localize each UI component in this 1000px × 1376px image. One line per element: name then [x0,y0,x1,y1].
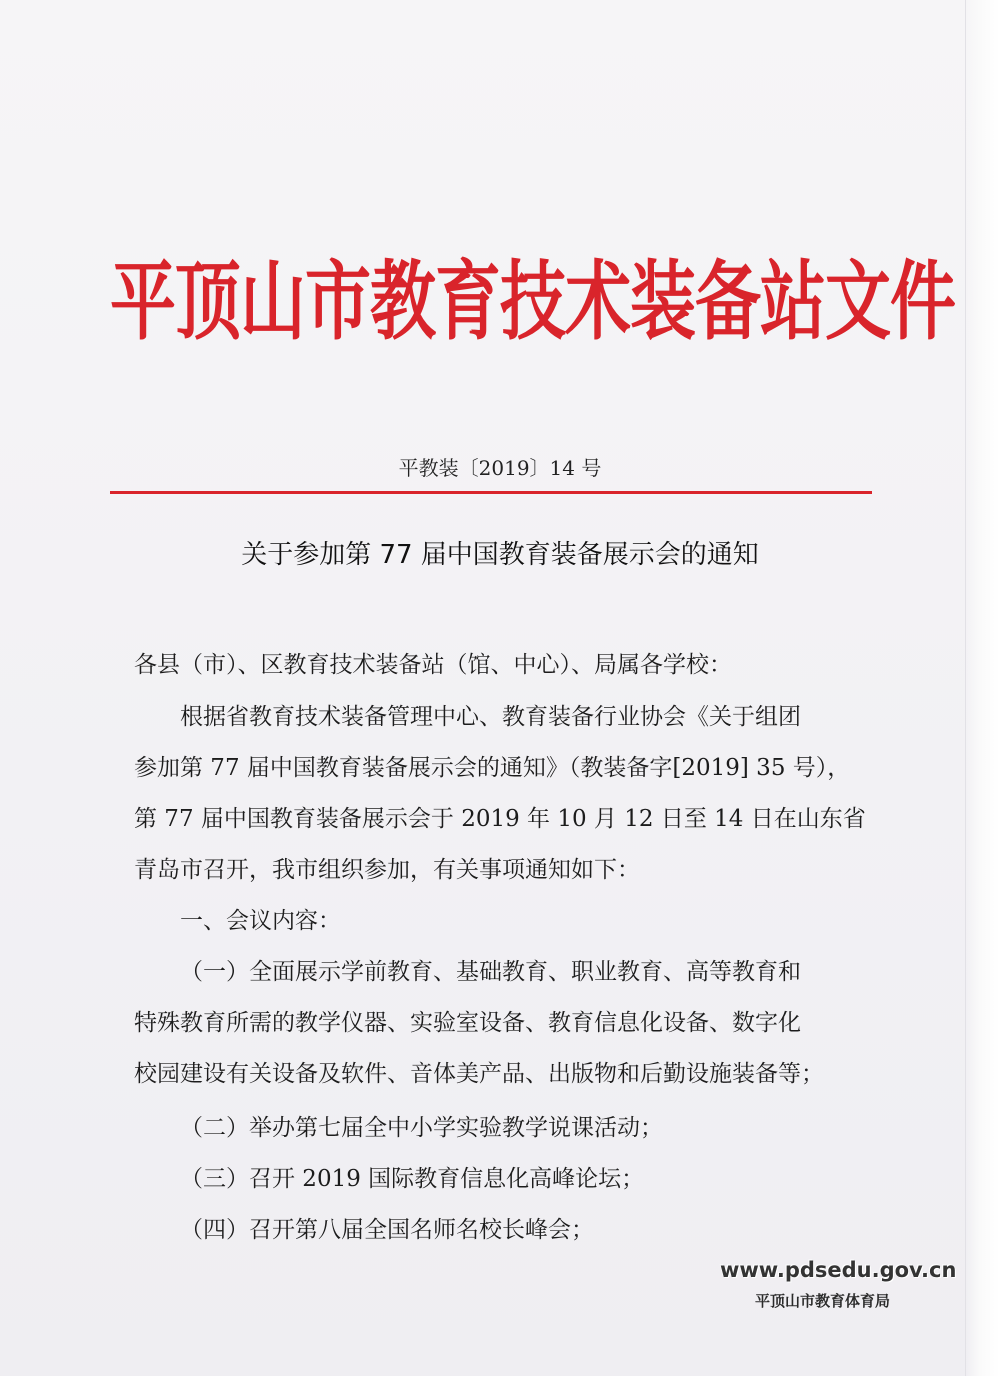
list-item: （三）召开 2019 国际教育信息化高峰论坛； [180,1166,645,1192]
paragraph-line: 参加第 77 届中国教育装备展示会的通知》（教装备字[2019] 35 号）， [134,755,851,781]
list-item: （一）全面展示学前教育、基础教育、职业教育、高等教育和 [180,959,801,985]
page-edge [965,0,1000,1376]
red-divider-line [110,491,872,494]
list-item-continuation: 特殊教育所需的教学仪器、实验室设备、教育信息化设备、数字化 [134,1010,801,1036]
list-item: （四）召开第八届全国名师名校长峰会； [180,1217,594,1243]
list-item: （二）举办第七届全中小学实验教学说课活动； [180,1115,663,1141]
watermark-url: www.pdsedu.gov.cn [720,1258,957,1282]
watermark-org: 平顶山市教育体育局 [755,1292,891,1310]
document-number: 平教装〔2019〕14 号 [398,456,602,480]
addressee-line: 各县（市）、区教育技术装备站（馆、中心）、局属各学校： [134,652,732,678]
paragraph-line: 青岛市召开，我市组织参加，有关事项通知如下： [134,857,640,883]
notice-title: 关于参加第 77 届中国教育装备展示会的通知 [241,540,759,570]
paragraph-line: 根据省教育技术装备管理中心、教育装备行业协会《关于组团 [180,704,801,730]
list-item-continuation: 校园建设有关设备及软件、音体美产品、出版物和后勤设施装备等； [134,1061,824,1087]
paragraph-line: 第 77 届中国教育装备展示会于 2019 年 10 月 12 日至 14 日在山东省 [134,806,866,832]
document-header-title: 平顶山市教育技术装备站文件 [110,250,955,352]
section-heading: 一、会议内容： [180,908,341,934]
